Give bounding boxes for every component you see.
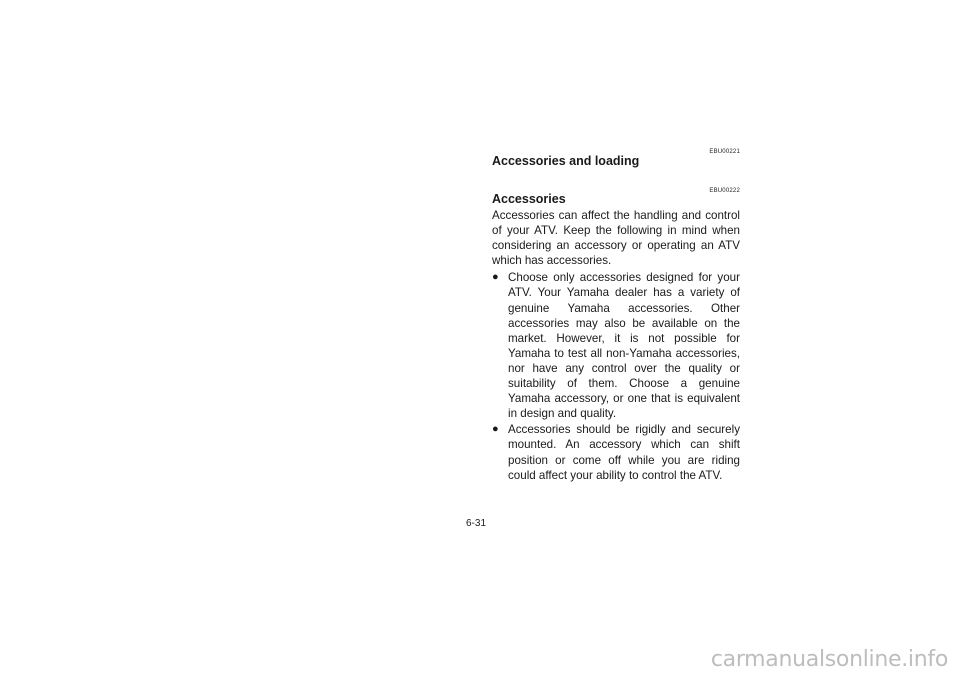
list-item xyxy=(492,422,740,482)
bullet-icon: ● xyxy=(492,423,499,436)
bullet-icon: ● xyxy=(492,271,499,284)
list-item xyxy=(492,270,740,421)
subsection-title: Accessories xyxy=(492,192,566,206)
page-number: 6-31 xyxy=(466,518,487,529)
list-item-text: Choose only accessories designed for your ATV. Your Yamaha dealer has a variety of genuine Yamaha accessories. Other accessories may also be available on the market. However, it is not possible for Yamaha to test all non-Yamaha accessories, nor have any control over the quality or suitability of them. Choose a genuine Yamaha accessory, or one that is equivalent in design and quality. xyxy=(508,271,740,421)
list-item-text: Accessories should be rigidly and securely mounted. An accessory which can shift position or come off while you are riding could affect your ability to control the ATV. xyxy=(508,423,740,482)
watermark: carmanualsonline.info xyxy=(710,647,948,672)
section-title: Accessories and loading xyxy=(492,154,640,168)
intro-paragraph: Accessories can affect the handling and control of your ATV. Keep the following in mind when considering an accessory or operating an ATV which has accessories. xyxy=(492,209,740,268)
body-text xyxy=(492,208,740,484)
bullet-list xyxy=(492,270,740,482)
subsection-code: EBU00222 xyxy=(709,188,740,194)
section-code: EBU00221 xyxy=(709,149,740,155)
